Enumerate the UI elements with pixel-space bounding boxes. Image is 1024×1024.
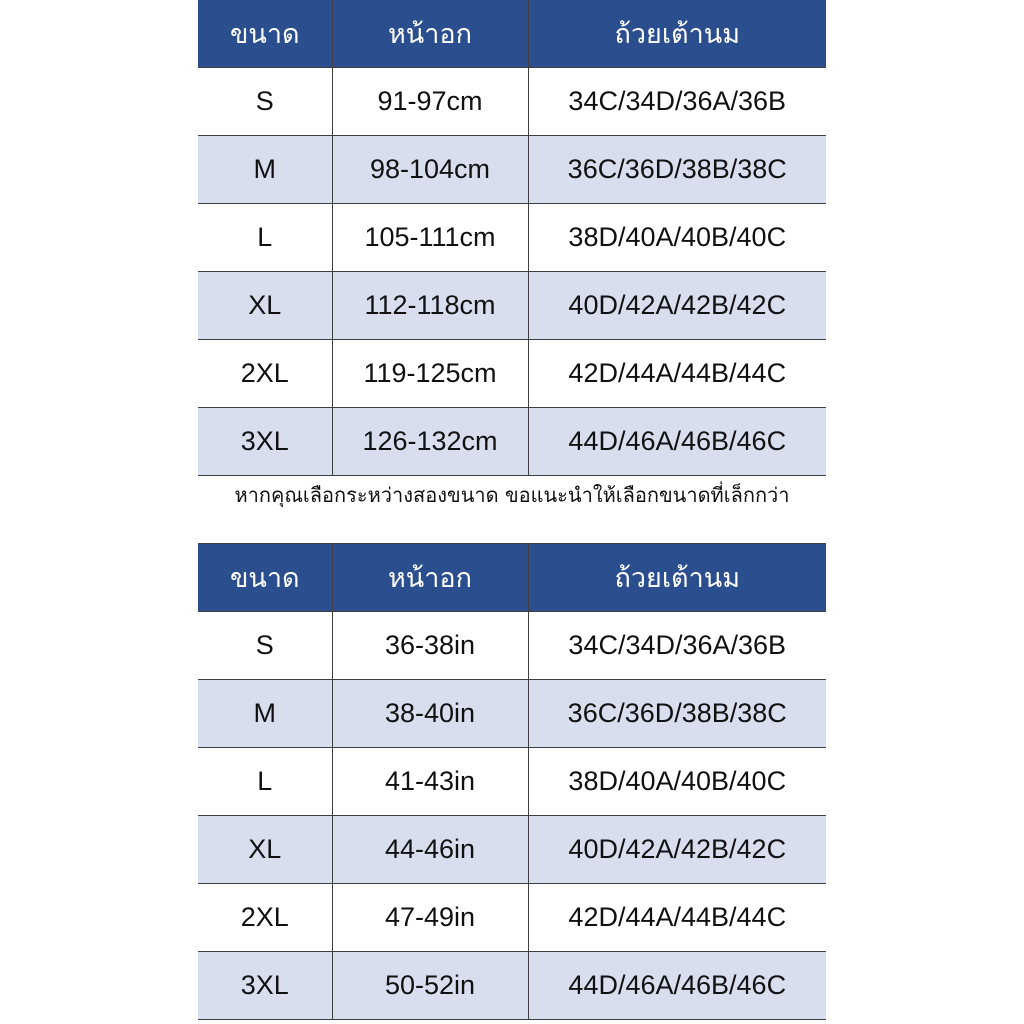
- table-row: [198, 272, 826, 340]
- table-row: [198, 204, 826, 272]
- size-cell: 2XL: [198, 340, 332, 408]
- table-row: [198, 748, 826, 816]
- table-row: [198, 136, 826, 204]
- size-cell: L: [198, 204, 332, 272]
- size-cell: 3XL: [198, 952, 332, 1020]
- cup-cell: 44D/46A/46B/46C: [528, 408, 826, 476]
- bust-cell: 47-49in: [332, 884, 528, 952]
- header-cup: ถ้วยเต้านม: [528, 0, 826, 68]
- header-size: ขนาด: [198, 0, 332, 68]
- size-table-cm: [198, 0, 826, 476]
- size-cell: L: [198, 748, 332, 816]
- bust-cell: 98-104cm: [332, 136, 528, 204]
- bust-cell: 50-52in: [332, 952, 528, 1020]
- cup-cell: 34C/34D/36A/36B: [528, 68, 826, 136]
- cup-cell: 42D/44A/44B/44C: [528, 340, 826, 408]
- cup-cell: 40D/42A/42B/42C: [528, 816, 826, 884]
- size-cell: 3XL: [198, 408, 332, 476]
- header-bust: หน้าอก: [332, 0, 528, 68]
- cup-cell: 36C/36D/38B/38C: [528, 680, 826, 748]
- bust-cell: 91-97cm: [332, 68, 528, 136]
- cup-cell: 44D/46A/46B/46C: [528, 952, 826, 1020]
- size-cell: M: [198, 680, 332, 748]
- header-cup: ถ้วยเต้านม: [528, 544, 826, 612]
- bust-cell: 36-38in: [332, 612, 528, 680]
- cup-cell: 36C/36D/38B/38C: [528, 136, 826, 204]
- size-cell: S: [198, 612, 332, 680]
- size-chart: [198, 0, 826, 1020]
- cup-cell: 40D/42A/42B/42C: [528, 272, 826, 340]
- bust-cell: 41-43in: [332, 748, 528, 816]
- table-row: [198, 340, 826, 408]
- header-size: ขนาด: [198, 544, 332, 612]
- cup-cell: 38D/40A/40B/40C: [528, 204, 826, 272]
- size-cell: S: [198, 68, 332, 136]
- table-header-row: [198, 0, 826, 68]
- table-row: [198, 408, 826, 476]
- size-cell: XL: [198, 816, 332, 884]
- size-table-in: [198, 544, 826, 1020]
- table-row: [198, 952, 826, 1020]
- table-row: [198, 816, 826, 884]
- bust-cell: 44-46in: [332, 816, 528, 884]
- table-row: [198, 612, 826, 680]
- bust-cell: 126-132cm: [332, 408, 528, 476]
- cup-cell: 34C/34D/36A/36B: [528, 612, 826, 680]
- header-bust: หน้าอก: [332, 544, 528, 612]
- cup-cell: 38D/40A/40B/40C: [528, 748, 826, 816]
- table-row: [198, 68, 826, 136]
- table-header-row: [198, 544, 826, 612]
- bust-cell: 119-125cm: [332, 340, 528, 408]
- table-row: [198, 884, 826, 952]
- cup-cell: 42D/44A/44B/44C: [528, 884, 826, 952]
- table-row: [198, 680, 826, 748]
- bust-cell: 112-118cm: [332, 272, 528, 340]
- size-cell: 2XL: [198, 884, 332, 952]
- bust-cell: 38-40in: [332, 680, 528, 748]
- size-advice-note: หากคุณเลือกระหว่างสองขนาด ขอแนะนำให้เลือกขนาดที่เล็กกว่า: [198, 476, 826, 544]
- size-cell: XL: [198, 272, 332, 340]
- size-cell: M: [198, 136, 332, 204]
- bust-cell: 105-111cm: [332, 204, 528, 272]
